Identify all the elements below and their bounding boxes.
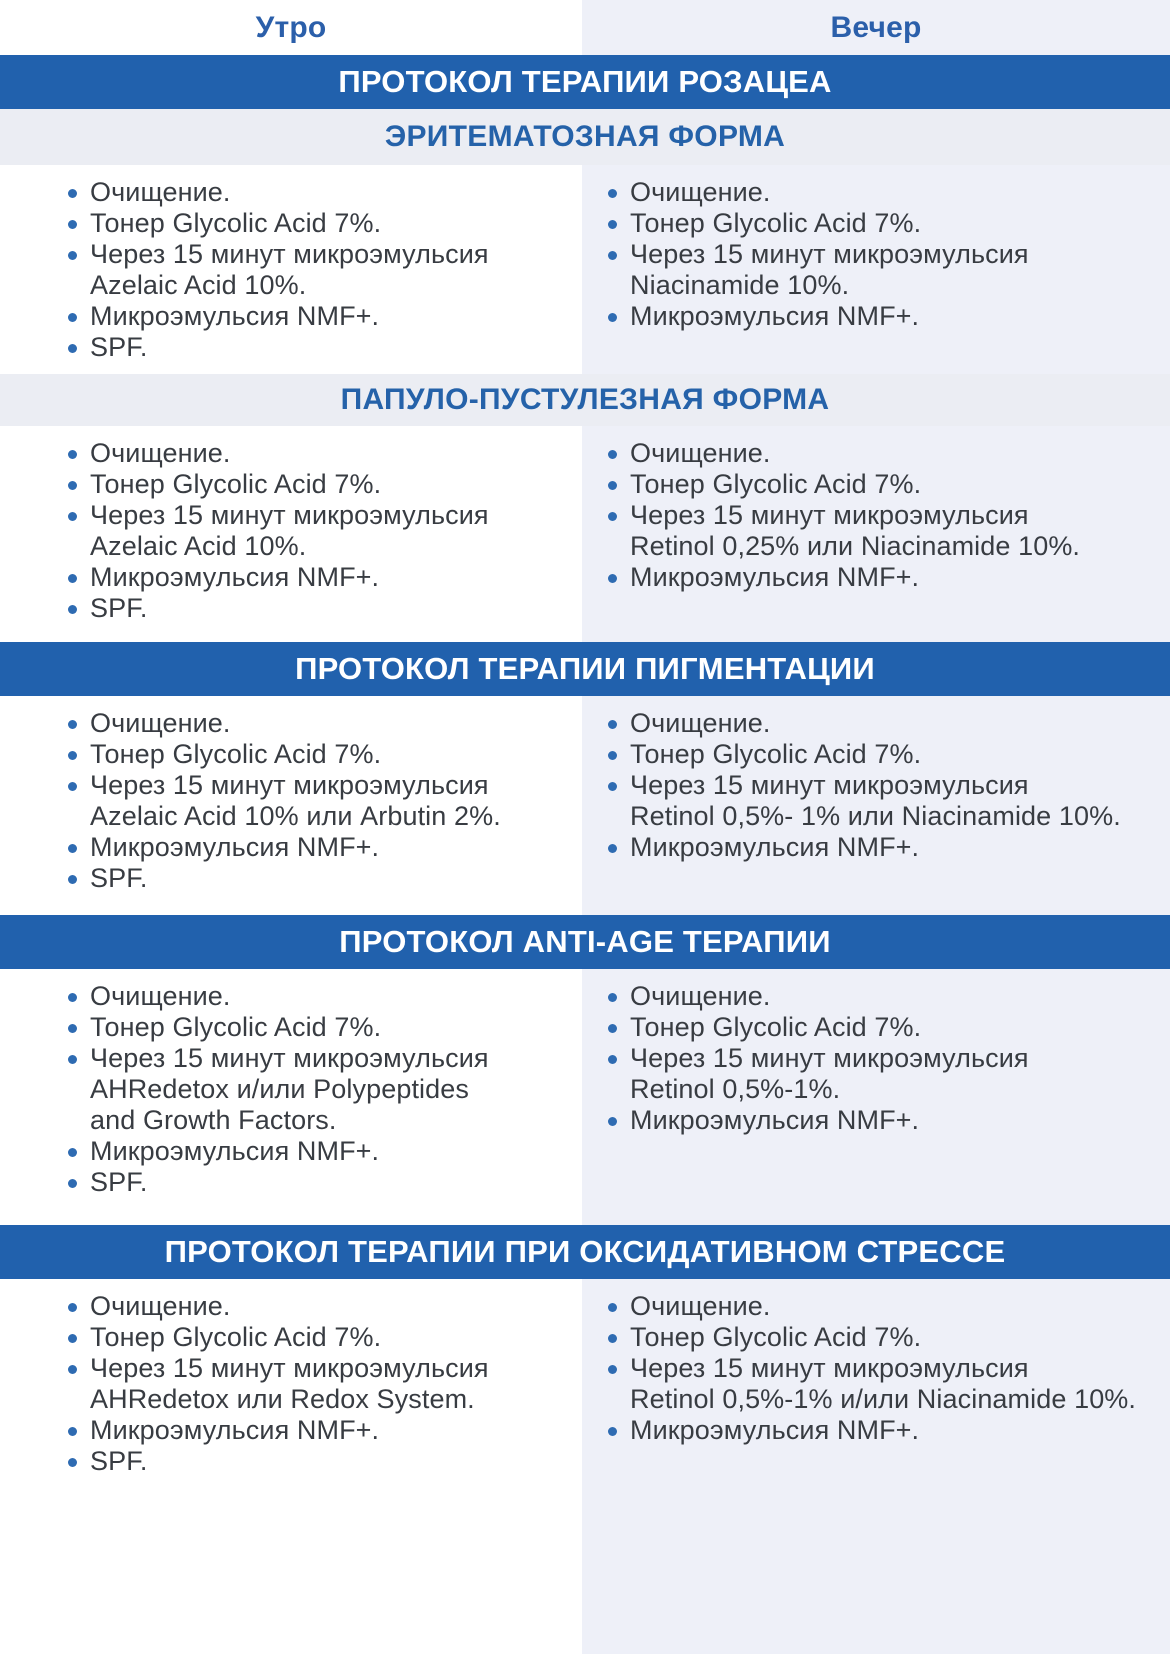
bullet-text (90, 332, 147, 363)
bullet-line: Через 15 минут микроэмульсия (630, 239, 1029, 269)
bullet-dot (68, 481, 77, 490)
bullet-text (630, 469, 921, 500)
bullet-text (630, 1012, 921, 1043)
bullet-dot (68, 344, 77, 353)
bullet-text (90, 1136, 379, 1167)
protocol-banner (0, 915, 1170, 969)
bullet-line: Микроэмульсия NMF+. (630, 562, 920, 592)
bullet-dot (68, 1334, 77, 1343)
bullet-dot (608, 1427, 617, 1436)
bullet-text (630, 981, 771, 1012)
bullet-text (630, 1415, 919, 1446)
bullet-item (608, 239, 1170, 301)
bullet-line: Через 15 минут микроэмульсия (90, 770, 489, 800)
bullet-text (90, 438, 231, 469)
content-row (0, 165, 1170, 374)
bullet-line: Очищение. (630, 438, 771, 468)
bullet-line: Микроэмульсия NMF+. (630, 301, 920, 331)
bullet-line: Через 15 минут микроэмульсия (90, 1043, 489, 1073)
subsection-banner (0, 109, 1170, 165)
protocol-banner-title: ПРОТОКОЛ ТЕРАПИИ РОЗАЦЕА (338, 64, 832, 99)
bullet-text (90, 1012, 381, 1043)
bullet-dot (68, 993, 77, 1002)
bullet-item (68, 832, 582, 863)
bullet-dot (608, 751, 617, 760)
bullet-dot (68, 1179, 77, 1188)
bullet-line: Retinol 0,5%- 1% или Niacinamide 10%. (630, 801, 1121, 831)
bullet-dot (68, 605, 77, 614)
bullet-line: Тонер Glycolic Acid 7%. (90, 208, 382, 238)
content-row (0, 1279, 1170, 1654)
bullet-text (630, 770, 1121, 832)
bullet-item (608, 1415, 1170, 1446)
evening-header-cell (582, 0, 1170, 55)
bullet-item (68, 708, 582, 739)
bullet-line: Azelaic Acid 10% или Arbutin 2%. (90, 801, 501, 831)
evening-cell (582, 1279, 1170, 1654)
bullet-item (608, 770, 1170, 832)
morning-cell (0, 426, 582, 642)
bullet-item (68, 1353, 582, 1415)
bullet-text (90, 708, 231, 739)
bullet-item (608, 1322, 1170, 1353)
bullet-dot (68, 751, 77, 760)
bullet-dot (68, 720, 77, 729)
bullet-item (68, 1322, 582, 1353)
bullet-dot (68, 782, 77, 791)
bullet-item (68, 301, 582, 332)
column-header-row (0, 0, 1170, 55)
bullet-dot (68, 1055, 77, 1064)
bullet-line: Через 15 минут микроэмульсия (630, 500, 1029, 530)
bullet-item (608, 981, 1170, 1012)
bullet-text (630, 1105, 919, 1136)
bullet-text (630, 438, 771, 469)
bullet-dot (68, 1365, 77, 1374)
bullet-item (68, 593, 582, 624)
bullet-item (68, 770, 582, 832)
bullet-item (608, 301, 1170, 332)
bullet-dot (608, 720, 617, 729)
bullet-text (90, 1415, 379, 1446)
bullet-dot (68, 251, 77, 260)
bullet-item (608, 500, 1170, 562)
bullet-text (90, 177, 231, 208)
protocol-banner-title: ПРОТОКОЛ ТЕРАПИИ ПРИ ОКСИДАТИВНОМ СТРЕССЕ (164, 1234, 1006, 1269)
bullet-list (0, 696, 582, 894)
bullet-item (68, 239, 582, 301)
evening-cell (582, 165, 1170, 374)
bullet-dot (608, 1365, 617, 1374)
bullet-text (90, 981, 231, 1012)
bullet-dot (608, 1117, 617, 1126)
bullet-text (630, 1291, 771, 1322)
bullet-item (68, 1167, 582, 1198)
bullet-list (582, 165, 1170, 332)
bullet-line: Через 15 минут микроэмульсия (90, 239, 489, 269)
bullet-line: Через 15 минут микроэмульсия (630, 770, 1029, 800)
bullet-text (630, 500, 1080, 562)
bullet-line: Тонер Glycolic Acid 7%. (630, 1012, 922, 1042)
bullet-dot (608, 844, 617, 853)
bullet-item (608, 469, 1170, 500)
bullet-text (630, 739, 921, 770)
bullet-text (630, 177, 771, 208)
bullet-line: Тонер Glycolic Acid 7%. (630, 1322, 922, 1352)
bullet-item (68, 1043, 582, 1136)
bullet-line: Очищение. (90, 177, 231, 207)
bullet-line: Тонер Glycolic Acid 7%. (90, 1012, 382, 1042)
bullet-line: SPF. (90, 1167, 148, 1197)
evening-column-label: Вечер (830, 10, 922, 44)
bullet-line: Retinol 0,5%-1% и/или Niacinamide 10%. (630, 1384, 1137, 1414)
bullet-line: Тонер Glycolic Acid 7%. (90, 739, 382, 769)
bullet-dot (608, 220, 617, 229)
bullet-line: Микроэмульсия NMF+. (90, 562, 380, 592)
bullet-item (68, 1415, 582, 1446)
bullet-item (608, 208, 1170, 239)
bullet-list (0, 969, 582, 1198)
bullet-line: Очищение. (630, 708, 771, 738)
bullet-text (90, 1353, 489, 1415)
morning-cell (0, 165, 582, 374)
morning-cell (0, 969, 582, 1225)
bullet-text (630, 562, 919, 593)
bullet-text (90, 863, 147, 894)
protocol-banner-title: ПРОТОКОЛ ANTI-AGE ТЕРАПИИ (339, 924, 831, 959)
bullet-line: Niacinamide 10%. (630, 270, 850, 300)
bullet-text (90, 1446, 147, 1477)
morning-cell (0, 1279, 582, 1654)
bullet-line: Тонер Glycolic Acid 7%. (630, 739, 922, 769)
bullet-line: Микроэмульсия NMF+. (90, 832, 380, 862)
bullet-line: Очищение. (90, 981, 231, 1011)
bullet-dot (608, 1334, 617, 1343)
bullet-dot (608, 574, 617, 583)
bullet-line: and Growth Factors. (90, 1105, 337, 1135)
bullet-list (582, 969, 1170, 1136)
bullet-text (90, 239, 489, 301)
bullet-line: Очищение. (90, 1291, 231, 1321)
bullet-list (582, 426, 1170, 593)
protocol-banner (0, 55, 1170, 109)
bullet-item (608, 177, 1170, 208)
bullet-line: Микроэмульсия NMF+. (90, 301, 380, 331)
bullet-line: Через 15 минут микроэмульсия (90, 1353, 489, 1383)
morning-column-label: Утро (255, 10, 327, 44)
bullet-dot (608, 512, 617, 521)
bullet-list (582, 1279, 1170, 1446)
bullet-item (68, 739, 582, 770)
bullet-text (630, 1043, 1029, 1105)
bullet-item (68, 981, 582, 1012)
bullet-line: Тонер Glycolic Acid 7%. (90, 1322, 382, 1352)
bullet-text (630, 208, 921, 239)
bullet-text (90, 832, 379, 863)
bullet-dot (608, 1024, 617, 1033)
bullet-dot (68, 450, 77, 459)
bullet-line: Микроэмульсия NMF+. (90, 1415, 380, 1445)
bullet-text (90, 1167, 147, 1198)
content-row (0, 426, 1170, 642)
bullet-item (68, 1446, 582, 1477)
bullet-dot (68, 1427, 77, 1436)
bullet-line: Микроэмульсия NMF+. (630, 1415, 920, 1445)
bullet-item (608, 1012, 1170, 1043)
bullet-dot (68, 313, 77, 322)
bullet-line: SPF. (90, 863, 148, 893)
bullet-line: AHRedetox или Redox System. (90, 1384, 475, 1414)
subsection-title: ПАПУЛО-ПУСТУЛЕЗНАЯ ФОРМА (340, 383, 830, 416)
bullet-line: SPF. (90, 1446, 148, 1476)
bullet-dot (608, 251, 617, 260)
bullet-item (608, 708, 1170, 739)
bullet-dot (608, 450, 617, 459)
bullet-text (630, 1353, 1136, 1415)
bullet-item (68, 177, 582, 208)
bullet-line: Микроэмульсия NMF+. (90, 1136, 380, 1166)
bullet-dot (608, 1303, 617, 1312)
protocol-banner (0, 642, 1170, 696)
bullet-line: Очищение. (630, 981, 771, 1011)
subsection-banner (0, 374, 1170, 426)
bullet-item (68, 1012, 582, 1043)
bullet-line: Через 15 минут микроэмульсия (90, 500, 489, 530)
bullet-line: Тонер Glycolic Acid 7%. (630, 469, 922, 499)
bullet-line: Очищение. (90, 708, 231, 738)
morning-header-cell (0, 0, 582, 55)
bullet-text (630, 301, 919, 332)
bullet-dot (608, 993, 617, 1002)
bullet-line: Через 15 минут микроэмульсия (630, 1353, 1029, 1383)
bullet-line: Очищение. (630, 177, 771, 207)
bullet-list (0, 1279, 582, 1477)
bullet-item (608, 1105, 1170, 1136)
bullet-dot (68, 1024, 77, 1033)
morning-cell (0, 696, 582, 915)
bullet-dot (608, 313, 617, 322)
bullet-line: Очищение. (90, 438, 231, 468)
bullet-line: Тонер Glycolic Acid 7%. (90, 469, 382, 499)
bullet-item (608, 1043, 1170, 1105)
bullet-dot (68, 1303, 77, 1312)
bullet-text (90, 593, 147, 624)
bullet-text (90, 500, 489, 562)
bullet-line: Azelaic Acid 10%. (90, 270, 307, 300)
bullet-list (0, 165, 582, 363)
bullet-item (68, 1291, 582, 1322)
bullet-text (90, 208, 381, 239)
bullet-text (90, 1322, 381, 1353)
bullet-line: Retinol 0,5%-1%. (630, 1074, 841, 1104)
bullet-item (608, 1353, 1170, 1415)
bullet-line: SPF. (90, 593, 148, 623)
bullet-line: Retinol 0,25% или Niacinamide 10%. (630, 531, 1081, 561)
bullet-text (90, 1291, 231, 1322)
bullet-line: Тонер Glycolic Acid 7%. (630, 208, 922, 238)
bullet-text (630, 708, 771, 739)
bullet-text (90, 301, 379, 332)
bullet-item (68, 332, 582, 363)
bullet-text (90, 770, 501, 832)
bullet-dot (68, 844, 77, 853)
bullet-item (68, 562, 582, 593)
bullet-item (68, 863, 582, 894)
bullet-dot (608, 782, 617, 791)
bullet-dot (608, 1055, 617, 1064)
bullet-dot (68, 1148, 77, 1157)
bullet-dot (68, 1458, 77, 1467)
evening-cell (582, 696, 1170, 915)
bullet-text (90, 739, 381, 770)
bullet-item (608, 739, 1170, 770)
bullet-text (630, 832, 919, 863)
bullet-line: Через 15 минут микроэмульсия (630, 1043, 1029, 1073)
bullet-item (68, 438, 582, 469)
bullet-line: Очищение. (630, 1291, 771, 1321)
bullet-dot (68, 875, 77, 884)
bullet-dot (68, 189, 77, 198)
content-row (0, 696, 1170, 915)
bullet-item (608, 1291, 1170, 1322)
bullet-item (608, 832, 1170, 863)
protocol-banner-title: ПРОТОКОЛ ТЕРАПИИ ПИГМЕНТАЦИИ (295, 651, 875, 686)
bullet-list (0, 426, 582, 624)
bullet-text (630, 239, 1029, 301)
bullet-item (608, 562, 1170, 593)
bullet-dot (68, 512, 77, 521)
bullet-dot (68, 574, 77, 583)
bullet-line: SPF. (90, 332, 148, 362)
bullet-item (68, 500, 582, 562)
bullet-text (630, 1322, 921, 1353)
bullet-text (90, 562, 379, 593)
protocol-banner (0, 1225, 1170, 1279)
bullet-item (68, 469, 582, 500)
bullet-dot (608, 481, 617, 490)
subsection-title: ЭРИТЕМАТОЗНАЯ ФОРМА (384, 120, 786, 153)
bullet-item (608, 438, 1170, 469)
evening-cell (582, 969, 1170, 1225)
bullet-dot (608, 189, 617, 198)
bullet-line: Микроэмульсия NMF+. (630, 1105, 920, 1135)
bullet-item (68, 1136, 582, 1167)
bullet-list (582, 696, 1170, 863)
bullet-item (68, 208, 582, 239)
protocol-sections (0, 55, 1170, 1654)
bullet-line: AHRedetox и/или Polypeptides (90, 1074, 469, 1104)
bullet-dot (68, 220, 77, 229)
content-row (0, 969, 1170, 1225)
bullet-text (90, 469, 381, 500)
bullet-line: Микроэмульсия NMF+. (630, 832, 920, 862)
bullet-line: Azelaic Acid 10%. (90, 531, 307, 561)
bullet-text (90, 1043, 489, 1136)
evening-cell (582, 426, 1170, 642)
